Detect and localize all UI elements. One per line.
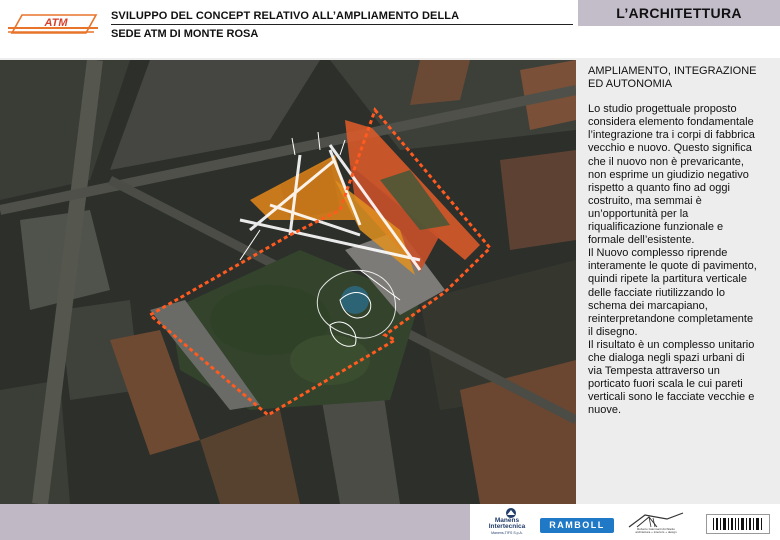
section-tab: L’ARCHITETTURA: [578, 0, 780, 26]
page-subtitle: SEDE ATM DI MONTE ROSA: [111, 28, 259, 40]
manens-logo-text: Manens Intertecnica: [488, 517, 526, 530]
page-title: SVILUPPO DEL CONCEPT RELATIVO ALL’AMPLIAMENTO DELLA: [111, 10, 573, 25]
atm-logo: [8, 11, 100, 37]
title-block: [111, 10, 573, 40]
architect-logo-text: Roberto Gianmarti Architetto architettura + interiors + design: [635, 527, 677, 535]
aerial-photo-illustration: [0, 60, 576, 504]
description-panel: [588, 65, 772, 417]
barcode-icon: [706, 514, 770, 534]
aerial-site-plan: [0, 60, 576, 504]
description-body: Lo studio progettuale proposto considera elemento fondamentale l’integrazione tra i corpi di fabbrica vecchio e nuovo. Questo significa che il nuovo non è prevaricante, non esprime un giudizio negativo rispetto a quanto fino ad oggi costruito, ma semmai è un’opportunità per la riqualificazione funzionale e formale dell’esistente. Il Nuovo complesso riprende interamente le quote di pavimento, quindi ripete la partitura verticale delle facciate riutilizzando lo schema dei marcapiano, reinterpretandone completamente il disegno. Il risultato è un complesso unitario che dialoga negli spazi urbani di via Tempesta attraverso un porticato fuori scala le cui pareti verticali sono le facciate vecchie e nuove.: [588, 103, 757, 417]
ramboll-logo: RAMBOLL: [540, 518, 614, 533]
description-heading: AMPLIAMENTO, INTEGRAZIONE ED AUTONOMIA: [588, 65, 757, 91]
logo-text: ATM: [44, 17, 68, 29]
manens-logo-subtext: Manens-TIFS S.p.A.: [491, 531, 523, 535]
